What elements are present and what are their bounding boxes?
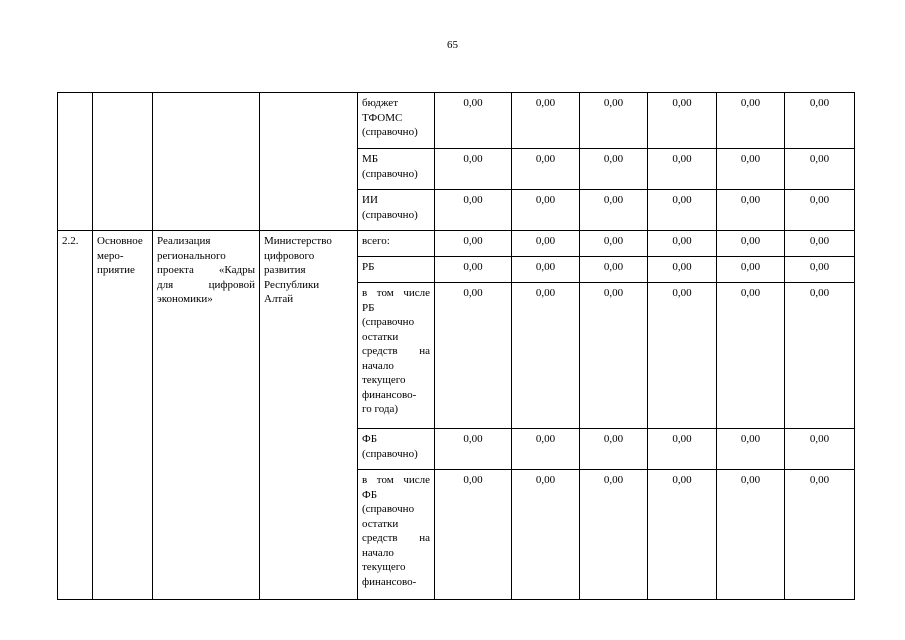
funding-source-cell: ФБ (справочно) bbox=[358, 429, 435, 470]
value-cell: 0,00 bbox=[648, 149, 717, 190]
value-cell: 0,00 bbox=[435, 257, 512, 283]
table-row bbox=[58, 93, 855, 149]
value-cell: 0,00 bbox=[512, 190, 580, 231]
item-name-cell: Реализация регионального проекта «Кадры для цифровой экономики» bbox=[153, 231, 260, 600]
item-executor-cell bbox=[260, 93, 358, 231]
value-cell: 0,00 bbox=[580, 470, 648, 600]
value-cell: 0,00 bbox=[785, 93, 855, 149]
value-cell: 0,00 bbox=[512, 257, 580, 283]
value-cell: 0,00 bbox=[785, 257, 855, 283]
value-cell: 0,00 bbox=[580, 93, 648, 149]
value-cell: 0,00 bbox=[717, 429, 785, 470]
funding-source-cell: РБ bbox=[358, 257, 435, 283]
value-cell: 0,00 bbox=[785, 149, 855, 190]
value-cell: 0,00 bbox=[580, 190, 648, 231]
value-cell: 0,00 bbox=[512, 283, 580, 429]
value-cell: 0,00 bbox=[435, 149, 512, 190]
funding-source-cell: МБ (справочно) bbox=[358, 149, 435, 190]
value-cell: 0,00 bbox=[580, 149, 648, 190]
value-cell: 0,00 bbox=[580, 257, 648, 283]
value-cell: 0,00 bbox=[435, 283, 512, 429]
value-cell: 0,00 bbox=[785, 429, 855, 470]
value-cell: 0,00 bbox=[580, 283, 648, 429]
value-cell: 0,00 bbox=[648, 93, 717, 149]
value-cell: 0,00 bbox=[648, 190, 717, 231]
value-cell: 0,00 bbox=[512, 93, 580, 149]
value-cell: 0,00 bbox=[435, 470, 512, 600]
item-number-cell: 2.2. bbox=[58, 231, 93, 600]
value-cell: 0,00 bbox=[580, 231, 648, 257]
value-cell: 0,00 bbox=[435, 429, 512, 470]
funding-source-cell: ИИ (справочно) bbox=[358, 190, 435, 231]
item-type-cell: Основное меро- приятие bbox=[93, 231, 153, 600]
value-cell: 0,00 bbox=[512, 231, 580, 257]
value-cell: 0,00 bbox=[717, 470, 785, 600]
value-cell: 0,00 bbox=[717, 149, 785, 190]
value-cell: 0,00 bbox=[717, 257, 785, 283]
value-cell: 0,00 bbox=[648, 283, 717, 429]
value-cell: 0,00 bbox=[785, 190, 855, 231]
item-name-cell bbox=[153, 93, 260, 231]
value-cell: 0,00 bbox=[435, 93, 512, 149]
page-number: 65 bbox=[447, 39, 458, 51]
funding-source-cell: в том числе РБ (справочно остатки средств на начало текущего финансово- го года) bbox=[358, 283, 435, 429]
funding-source-cell: бюджет ТФОМС (справочно) bbox=[358, 93, 435, 149]
value-cell: 0,00 bbox=[648, 257, 717, 283]
value-cell: 0,00 bbox=[717, 283, 785, 429]
value-cell: 0,00 bbox=[785, 283, 855, 429]
value-cell: 0,00 bbox=[717, 231, 785, 257]
funding-source-cell: в том числе ФБ (справочно остатки средств на начало текущего финансово- bbox=[358, 470, 435, 600]
value-cell: 0,00 bbox=[717, 190, 785, 231]
item-executor-cell: Министерство цифрового развития Республики Алтай bbox=[260, 231, 358, 600]
value-cell: 0,00 bbox=[648, 231, 717, 257]
value-cell: 0,00 bbox=[512, 429, 580, 470]
table-row bbox=[58, 231, 855, 257]
value-cell: 0,00 bbox=[580, 429, 648, 470]
value-cell: 0,00 bbox=[648, 429, 717, 470]
value-cell: 0,00 bbox=[717, 93, 785, 149]
item-number-cell bbox=[58, 93, 93, 231]
value-cell: 0,00 bbox=[785, 470, 855, 600]
value-cell: 0,00 bbox=[785, 231, 855, 257]
value-cell: 0,00 bbox=[435, 190, 512, 231]
item-type-cell bbox=[93, 93, 153, 231]
value-cell: 0,00 bbox=[512, 149, 580, 190]
value-cell: 0,00 bbox=[435, 231, 512, 257]
value-cell: 0,00 bbox=[648, 470, 717, 600]
value-cell: 0,00 bbox=[512, 470, 580, 600]
funding-source-cell: всего: bbox=[358, 231, 435, 257]
budget-table bbox=[57, 92, 855, 600]
